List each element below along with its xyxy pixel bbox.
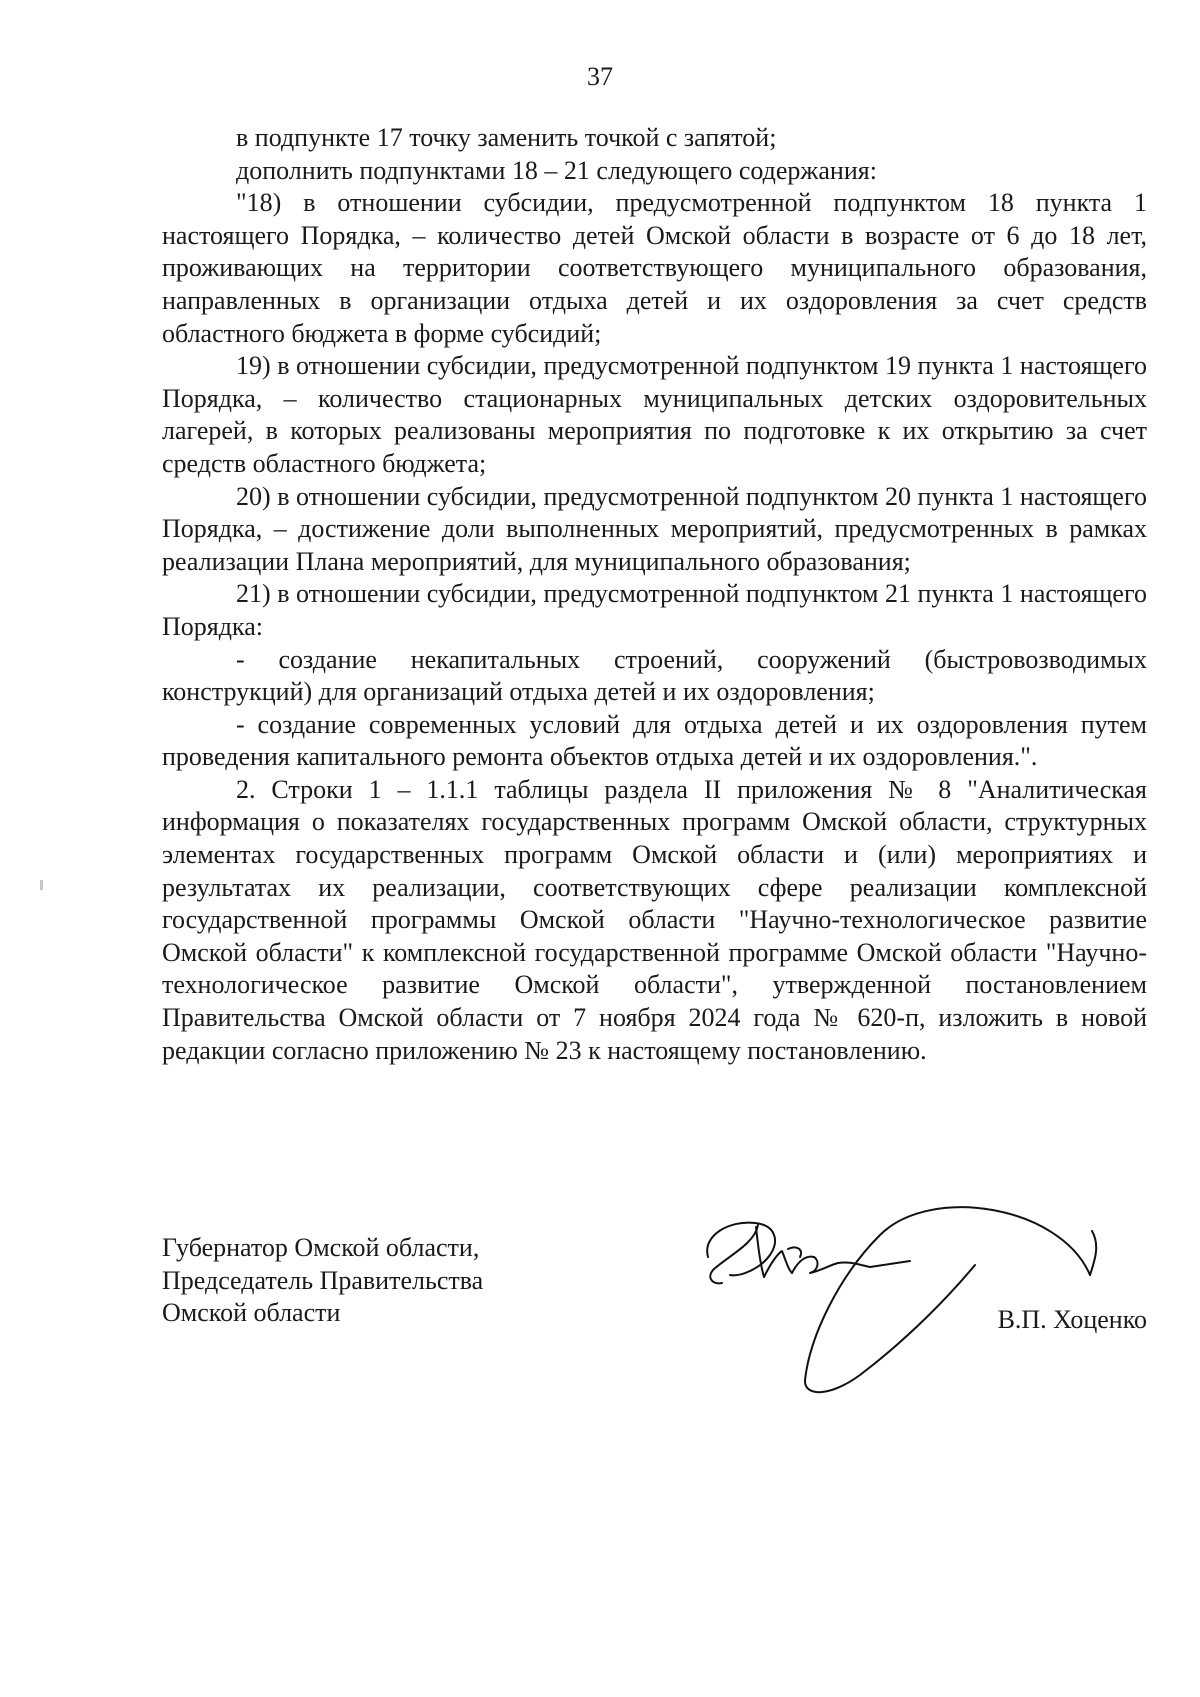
- paragraph-item-2: 2. Строки 1 – 1.1.1 таблицы раздела II приложения № 8 "Аналитическая информация о показателях государственных программ Омской области, структурных элементах государственных программ Омской области и (или) мероприятиях и результатах их реализации, соответствующих сфере реализации комплексной государственной программы Омской области "Научно-технологическое развитие Омской области" к комплексной государственной программе Омской области "Научно-технологическое развитие Омской области", утвержденной постановлением Правительства Омской области от 7 ноября 2024 года № 620-п, изложить в новой редакции согласно приложению № 23 к настоящему постановлению.: [162, 774, 1147, 1065]
- paragraph-subitem-18: "18) в отношении субсидии, предусмотренной подпунктом 18 пункта 1 настоящего Порядка, – количество детей Омской области в возрасте от 6 до 18 лет, проживающих на территории соответствующего муниципального образования, направленных в организации отдыха детей и их оздоровления за счет средств областного бюджета в форме субсидий;: [162, 188, 1147, 348]
- paragraph-supplement-intro: дополнить подпунктами 18 – 21 следующего содержания:: [236, 155, 877, 185]
- signer-title-line: Председатель Правительства: [162, 1265, 484, 1295]
- signer-title-line: Губернатор Омской области,: [162, 1233, 480, 1262]
- paragraph-subitem-20: 20) в отношении субсидии, предусмотренной подпунктом 20 пункта 1 настоящего Порядка, – достижение доли выполненных мероприятий, предусмотренных в рамках реализации Плана мероприятий, для муниципального образования;: [162, 481, 1147, 576]
- page-number: 37: [587, 62, 613, 91]
- scan-speck: [40, 880, 43, 890]
- signer-title-line: Омской области: [162, 1298, 341, 1328]
- paragraph-bullet-structures: - создание некапитальных строений, сооружений (быстровозводимых конструкций) для организаций отдыха детей и их оздоровления;: [162, 644, 1147, 707]
- paragraph-subitem-17: в подпункте 17 точку заменить точкой с запятой;: [236, 123, 777, 152]
- signer-name: В.П. Хоценко: [997, 1305, 1147, 1334]
- paragraph-subitem-19: 19) в отношении субсидии, предусмотренной подпунктом 19 пункта 1 настоящего Порядка, – количество стационарных муниципальных детских оздоровительных лагерей, в которых реализованы мероприятия по подготовке к их открытию за счет средств областного бюджета;: [162, 351, 1147, 478]
- paragraph-subitem-21: 21) в отношении субсидии, предусмотренной подпунктом 21 пункта 1 настоящего Порядка:: [162, 579, 1147, 641]
- handwritten-signature: [700, 1165, 1120, 1400]
- document-body: [162, 122, 1147, 1067]
- paragraph-bullet-repair: - создание современных условий для отдыха детей и их оздоровления путем проведения капитального ремонта объектов отдыха детей и их оздоровления.".: [162, 709, 1147, 772]
